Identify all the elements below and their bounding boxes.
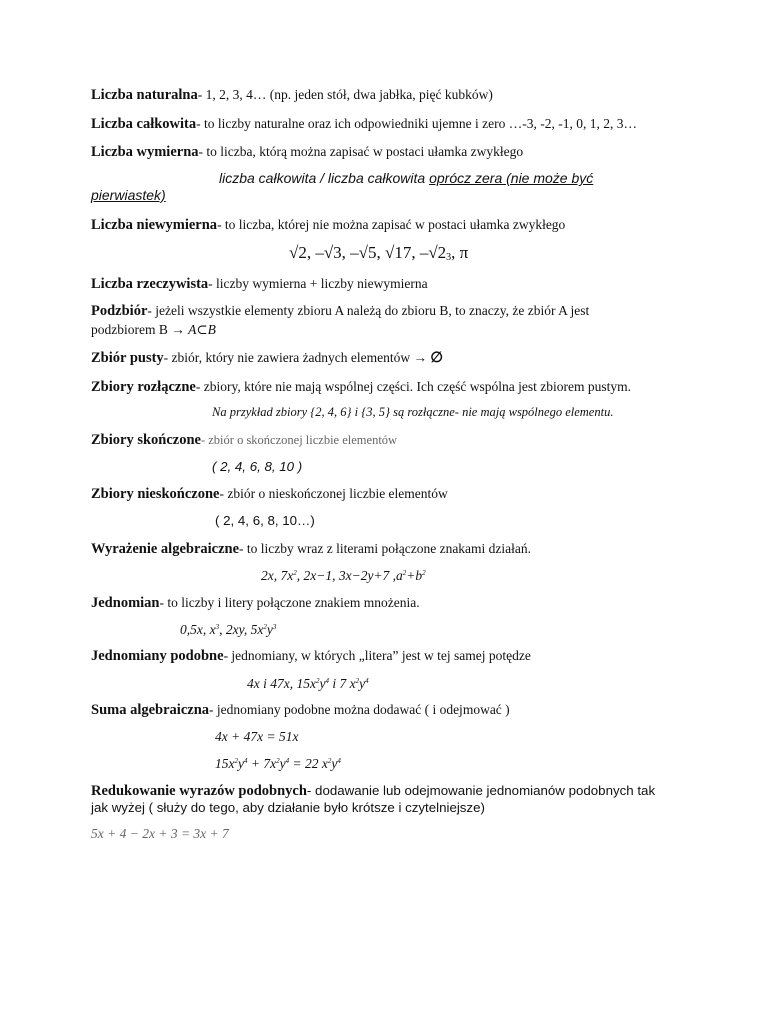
rozlaczne-example: Na przykład zbiory {2, 4, 6} i {3, 5} są rozłączne- nie mają wspólnego elementu. xyxy=(212,405,614,419)
examples-sub: 3 xyxy=(446,252,452,263)
ex-exponent: 4 xyxy=(365,677,369,685)
subset-notation: A⊂B xyxy=(188,322,216,337)
ex-exponent: 4 xyxy=(285,757,290,765)
ex-part: 0,5x, x xyxy=(180,622,216,637)
term: Liczba rzeczywista xyxy=(91,276,209,292)
desc-cont: podzbiorem B → xyxy=(91,322,189,337)
term: Wyrażenie algebraiczne xyxy=(91,541,240,557)
desc: - zbiory, które nie mają wspólnej części. Ich część wspólna jest zbiorem pustym. xyxy=(195,379,631,394)
term: Zbiór pusty xyxy=(91,350,164,366)
wyrazenie-example xyxy=(261,567,426,584)
def-skonczone xyxy=(91,431,397,449)
desc: - to liczby wraz z literami połączone znakami działań. xyxy=(239,541,532,556)
ex-exponent: 4 xyxy=(337,757,341,765)
def-suma xyxy=(91,701,510,719)
term: Zbiory nieskończone xyxy=(91,486,220,502)
desc: - jednomiany podobne można dodawać ( i odejmować ) xyxy=(209,702,510,717)
desc: - to liczba, którą można zapisać w postaci ułamka zwykłego xyxy=(198,144,524,159)
redukowanie-example: 5x + 4 − 2x + 3 = 3x + 7 xyxy=(91,826,229,841)
desc: - jednomiany, w których „litera” jest w tej samej potędze xyxy=(223,648,531,663)
desc: - 1, 2, 3, 4… (np. jeden stół, dwa jabłka, pięć kubków) xyxy=(197,87,493,102)
term: Liczba naturalna xyxy=(91,87,198,103)
desc: - zbiór o nieskończonej liczbie elementów xyxy=(219,486,448,501)
ex-exponent: 2 xyxy=(234,757,238,765)
def-niewymierna xyxy=(91,216,565,234)
ex-exponent: 2 xyxy=(276,757,280,765)
term: Zbiory skończone xyxy=(91,432,201,448)
podobne-example xyxy=(247,675,369,692)
ex-part: y xyxy=(238,756,244,771)
desc: - zbiór o skończonej liczbie elementów xyxy=(200,433,398,447)
formula-text: liczba całkowita / liczba całkowita xyxy=(219,170,430,186)
desc: - dodawanie lub odejmowanie jednomianów podobnych tak xyxy=(306,783,656,798)
wymierna-formula xyxy=(219,170,593,187)
def-wymierna xyxy=(91,143,523,161)
def-wyrazenie xyxy=(91,540,531,558)
def-podzbior xyxy=(91,302,589,320)
podzbior-cont xyxy=(91,321,216,338)
ex-exponent: 4 xyxy=(244,757,248,765)
term: Liczba niewymierna xyxy=(91,217,218,233)
def-naturalna xyxy=(91,86,493,104)
term: Redukowanie wyrazów podobnych xyxy=(91,783,307,799)
suma-example-2 xyxy=(215,755,341,772)
def-podobne xyxy=(91,647,531,665)
ex-part: 15x xyxy=(215,756,235,771)
term: Liczba całkowita xyxy=(91,116,197,132)
ex-exponent: 4 xyxy=(325,677,329,685)
ex-exponent: 2 xyxy=(315,677,320,685)
niewymierna-examples xyxy=(289,243,468,263)
redukowanie-cont: jak wyżej ( służy do tego, aby działanie było krótsze i czytelniejsze) xyxy=(91,800,485,815)
ex-exponent: 3 xyxy=(215,623,220,631)
term: Zbiory rozłączne xyxy=(91,379,196,395)
term: Suma algebraiczna xyxy=(91,702,210,718)
ex-part: y xyxy=(279,756,286,771)
ex-part: +b xyxy=(406,568,423,583)
empty-set-symbol: ∅ xyxy=(430,350,444,366)
ex-part: , 2x−1, 3x−2y+7 ,a xyxy=(296,568,403,583)
ex-exponent: 3 xyxy=(272,623,277,631)
ex-part: 4x i 47x, 15x xyxy=(247,676,316,691)
desc: - zbiór, który nie zawiera żadnych elementów → xyxy=(163,350,431,365)
desc: - to liczba, której nie można zapisać w postaci ułamka zwykłego xyxy=(217,217,566,232)
desc: - to liczby i litery połączone znakiem mnożenia. xyxy=(159,595,420,610)
def-pusty xyxy=(91,349,443,367)
ex-exponent: 2 xyxy=(327,757,332,765)
ex-part: y xyxy=(266,622,273,637)
def-redukowanie xyxy=(91,782,655,800)
examples: √2, –√3, –√5, √17, –√2 xyxy=(289,243,447,262)
ex-exponent: 2 xyxy=(293,569,297,577)
ex-exponent: 2 xyxy=(402,569,407,577)
ex-part: = 22 x xyxy=(289,756,328,771)
term: Liczba wymierna xyxy=(91,144,199,160)
ex-part: + 7x xyxy=(247,756,277,771)
term: Jednomiany podobne xyxy=(91,648,224,664)
ex-part: , 2xy, 5x xyxy=(219,622,264,637)
def-rzeczywista xyxy=(91,275,428,293)
ex-part: y xyxy=(331,756,338,771)
skonczone-example: ( 2, 4, 6, 8, 10 ) xyxy=(212,459,303,474)
term: Jednomian xyxy=(91,595,160,611)
ex-part: y xyxy=(319,676,326,691)
desc: - to liczby naturalne oraz ich odpowiedniki ujemne i zero …-3, -2, -1, 0, 1, 2, 3… xyxy=(196,116,637,131)
def-nieskonczone xyxy=(91,485,448,503)
examples-end: , π xyxy=(451,243,469,262)
wymierna-formula-cont: pierwiastek) xyxy=(91,187,166,203)
term: Podzbiór xyxy=(91,303,148,319)
suma-example-1: 4x + 47x = 51x xyxy=(215,729,299,744)
def-jednomian xyxy=(91,594,420,612)
def-calkowita xyxy=(91,115,637,133)
ex-exponent: 2 xyxy=(263,623,267,631)
desc: - liczby wymierna + liczby niewymierna xyxy=(208,276,428,291)
nieskonczone-example: ( 2, 4, 6, 8, 10…) xyxy=(215,513,315,528)
ex-part: 2x, 7x xyxy=(261,568,294,583)
formula-exception: oprócz zera (nie może być xyxy=(429,170,594,186)
ex-part: i 7 x xyxy=(328,676,356,691)
def-rozlaczne xyxy=(91,378,631,396)
ex-exponent: 2 xyxy=(355,677,360,685)
jednomian-example xyxy=(180,621,276,638)
ex-part: y xyxy=(359,676,366,691)
ex-exponent: 2 xyxy=(422,569,426,577)
desc: - jeżeli wszystkie elementy zbioru A należą do zbioru B, to znaczy, że zbiór A jest xyxy=(147,303,590,318)
